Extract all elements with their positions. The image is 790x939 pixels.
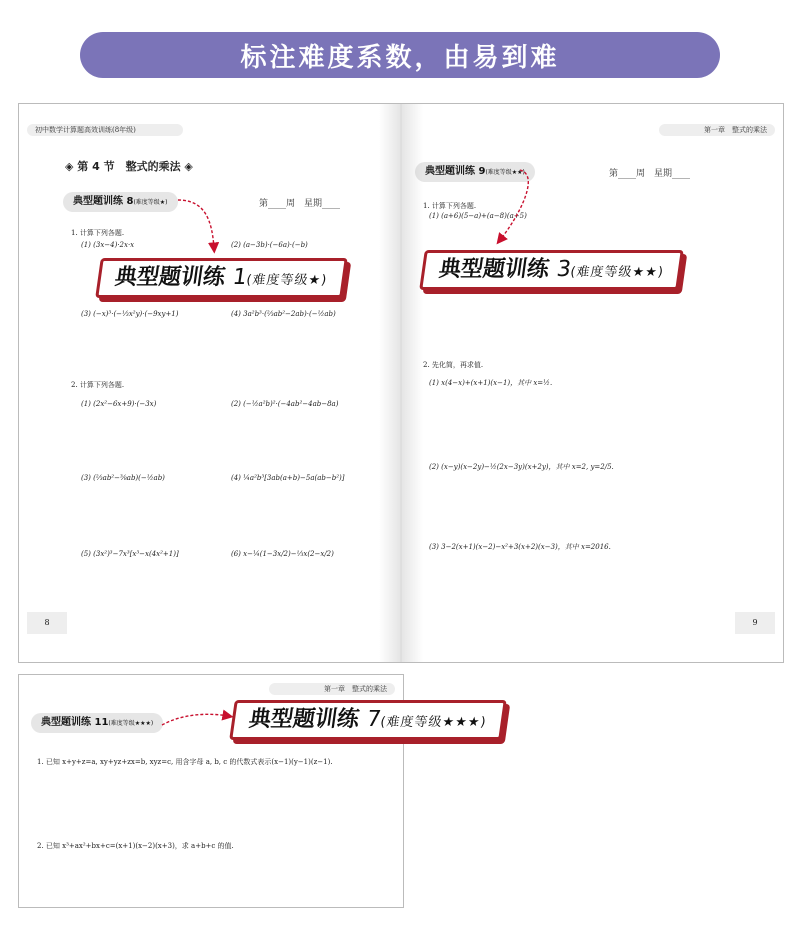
callout-label: 典型题训练	[437, 257, 551, 282]
exp-r1-1: (1) (a+6)(5−a)+(a−8)(a+5)	[429, 212, 527, 220]
page-number-left: 8	[27, 612, 67, 634]
arrow-3	[500, 170, 528, 240]
q2-title: 2. 先化简，再求值.	[423, 361, 484, 369]
callout-label: 典型题训练	[247, 707, 361, 732]
exp-2-1: (1) (2x²−6x+9)·(−3x)	[81, 400, 157, 408]
exp-r2-1: (1) x(4−x)+(x+1)(x−1)，其中 x=½.	[429, 379, 553, 387]
exp-2-4: (4) ¼a²b³[3ab(a+b)−5a(ab−b²)]	[231, 474, 345, 482]
arrow-1	[178, 200, 214, 248]
exp-2-3: (3) (⅔ab²−⅜ab)(−½ab)	[81, 474, 165, 482]
exp-1-2: (2) (a−3b)·(−6a)·(−b)	[231, 241, 308, 249]
callout-level-7	[229, 700, 506, 740]
tag-label: 典型题训练 9	[425, 166, 486, 177]
exp-1-1: (1) (3x−4)·2x·x	[81, 241, 135, 249]
q2-title: 2. 计算下列各题.	[71, 381, 125, 389]
exp-1-4: (4) 3a²b³·(⅔ab²−2ab)·(−½ab)	[231, 310, 336, 318]
bottom-header: 第一章 整式的乘法	[269, 683, 395, 695]
arrow-7	[162, 714, 228, 725]
q1-title: 1. 计算下列各题.	[71, 229, 125, 237]
section-title: ◈ 第 4 节 整式的乘法 ◈	[65, 160, 193, 173]
tag-label: 典型题训练 11	[41, 717, 109, 728]
exp-2-6: (6) x−¼(1−3x/2)−⅓x(2−x/2)	[231, 550, 334, 558]
exp-r2-2: (2) (x−y)(x−2y)−½(2x−3y)(x+2y)，其中 x=2, y=2/5.	[429, 463, 614, 471]
exp-2-2: (2) (−½a²b)²·(−4ab²−4ab−8a)	[231, 400, 339, 408]
callout-num: 1	[231, 265, 249, 290]
callout-level-1	[95, 258, 347, 298]
callout-level-3	[419, 250, 684, 290]
callout-level: (难度等级★★)	[569, 265, 665, 280]
callout-num: 7	[365, 707, 383, 732]
q1-title: 1. 计算下列各题.	[423, 202, 477, 210]
callout-label: 典型题训练	[113, 265, 227, 290]
page-number-right: 9	[735, 612, 775, 634]
tag-level: (难度等级★★)	[485, 169, 525, 176]
right-header: 第一章 整式的乘法	[659, 124, 775, 136]
bottom-q1: 1. 已知 x+y+z=a, xy+yz+zx=b, xyz=c, 用含字母 a, b, c 的代数式表示(x−1)(y−1)(z−1).	[37, 758, 333, 766]
week-line: 第____周 星期____	[259, 199, 341, 209]
exp-r2-3: (3) 3−2(x+1)(x−2)−x²+3(x+2)(x−3)，其中 x=2016.	[429, 543, 611, 551]
tag-label: 典型题训练 8	[73, 196, 134, 207]
bottom-q2: 2. 已知 x³+ax²+bx+c=(x+1)(x−2)(x+3)，求 a+b+c 的值.	[37, 842, 234, 850]
left-header: 初中数学计算题高效训练(8年级)	[27, 124, 183, 136]
callout-level: (难度等级★★★)	[379, 715, 488, 730]
exp-1-3: (3) (−x)³·(−⅓x²y)·(−9xy+1)	[81, 310, 179, 318]
exp-2-5: (5) (3x²)³−7x³[x³−x(4x²+1)]	[81, 550, 179, 558]
title-banner: 标注难度系数，由易到难	[80, 32, 720, 78]
week-line: 第____周 星期____	[609, 169, 691, 179]
tag-level: (难度等级★★★)	[108, 720, 154, 727]
callout-num: 3	[555, 257, 573, 282]
callout-level: (难度等级★)	[245, 273, 329, 288]
tag-level: (难度等级★)	[133, 199, 168, 206]
